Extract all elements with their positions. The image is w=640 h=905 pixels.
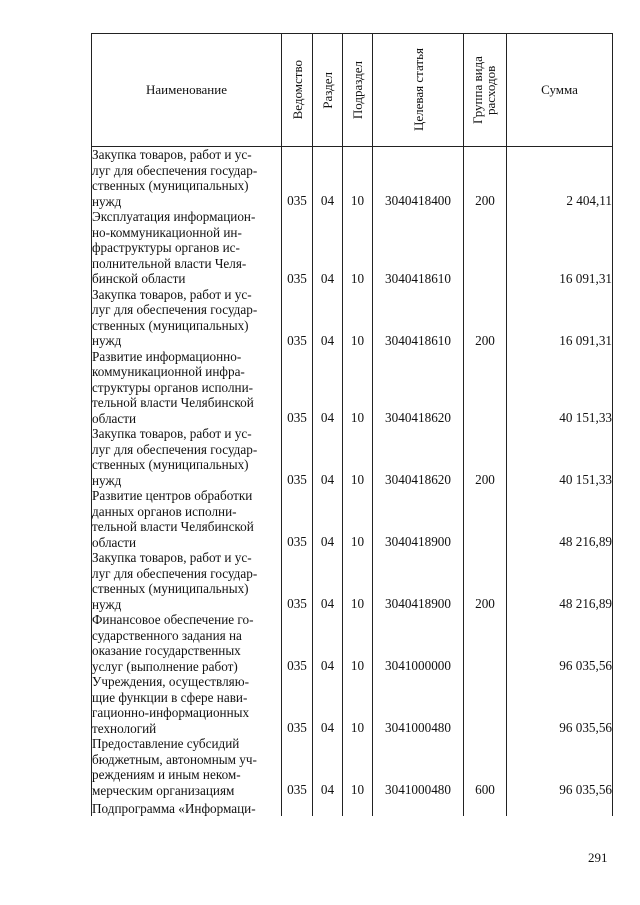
page-number: 291: [588, 850, 608, 865]
cell-section: 04: [313, 612, 343, 674]
cell-sum: 40 151,33: [507, 349, 613, 427]
cell-dept: 035: [282, 550, 313, 612]
cell-name: Предоставление субсидий бюджетным, автономным уч- реждениям и иным неком- мерческим организациям: [92, 736, 282, 798]
table-row: [92, 349, 613, 427]
cell-target: 3040418620: [373, 349, 464, 427]
cell-target: 3040418900: [373, 488, 464, 550]
cell-sum: 16 091,31: [507, 209, 613, 287]
table-row: [92, 674, 613, 736]
cell-sum: 16 091,31: [507, 287, 613, 349]
cell-sum: 48 216,89: [507, 488, 613, 550]
cell-group: [464, 349, 507, 427]
cell-dept: 035: [282, 612, 313, 674]
budget-table: [91, 33, 613, 816]
cell-section: 04: [313, 736, 343, 798]
cell-dept: 035: [282, 488, 313, 550]
cell-dept: 035: [282, 287, 313, 349]
header-target: Целевая статья: [373, 34, 464, 147]
cell-group: 200: [464, 287, 507, 349]
cell-name: Учреждения, осуществляю- щие функции в сфере нави- гационно-информационных технологий: [92, 674, 282, 736]
header-subsection: Подраздел: [343, 34, 373, 147]
cell-dept: 035: [282, 426, 313, 488]
cell-name: Развитие центров обработки данных органов исполни- тельной власти Челябинской области: [92, 488, 282, 550]
cell-subsection: 10: [343, 426, 373, 488]
cell-sum: [507, 798, 613, 816]
cell-sum: 48 216,89: [507, 550, 613, 612]
cell-name: Финансовое обеспечение го- сударственного задания на оказание государственных услуг (выполнение работ): [92, 612, 282, 674]
cell-dept: 035: [282, 147, 313, 210]
cell-target: [373, 798, 464, 816]
cell-dept: 035: [282, 674, 313, 736]
cell-name: Развитие информационно- коммуникационной инфра- структуры органов исполни- тельной власти Челябинской области: [92, 349, 282, 427]
cell-dept: 035: [282, 736, 313, 798]
cell-section: 04: [313, 674, 343, 736]
cell-target: 3040418400: [373, 147, 464, 210]
cell-sum: 40 151,33: [507, 426, 613, 488]
table-row: [92, 612, 613, 674]
cell-section: 04: [313, 147, 343, 210]
cell-name: Подпрограмма «Информаци-: [92, 798, 282, 816]
header-sum: Сумма: [507, 34, 613, 147]
cell-group: 200: [464, 147, 507, 210]
cell-subsection: 10: [343, 736, 373, 798]
cell-name: Закупка товаров, работ и ус- луг для обеспечения государ- ственных (муниципальных) нужд: [92, 426, 282, 488]
header-exp-group: Группа вида расходов: [464, 34, 507, 147]
cell-target: 3041000480: [373, 736, 464, 798]
cell-name: Закупка товаров, работ и ус- луг для обеспечения государ- ственных (муниципальных) нужд: [92, 287, 282, 349]
cell-subsection: 10: [343, 209, 373, 287]
cell-subsection: 10: [343, 349, 373, 427]
cell-group: [464, 612, 507, 674]
cell-group: [464, 488, 507, 550]
cell-group: 200: [464, 550, 507, 612]
cell-group: [464, 674, 507, 736]
cell-subsection: 10: [343, 147, 373, 210]
cell-dept: 035: [282, 209, 313, 287]
cell-section: 04: [313, 426, 343, 488]
cell-section: 04: [313, 349, 343, 427]
table-row: [92, 147, 613, 210]
header-dept: Ведомство: [282, 34, 313, 147]
cell-sum: 2 404,11: [507, 147, 613, 210]
cell-subsection: 10: [343, 488, 373, 550]
cell-group: 200: [464, 426, 507, 488]
table-row: [92, 550, 613, 612]
table-row: [92, 287, 613, 349]
cell-group: [464, 209, 507, 287]
table-header-row: [92, 34, 613, 147]
table-row: [92, 736, 613, 798]
cell-subsection: 10: [343, 550, 373, 612]
cell-sum: 96 035,56: [507, 674, 613, 736]
cell-section: 04: [313, 209, 343, 287]
cell-subsection: [343, 798, 373, 816]
cell-section: 04: [313, 287, 343, 349]
cell-target: 3040418620: [373, 426, 464, 488]
cell-group: 600: [464, 736, 507, 798]
table-row-partial: [92, 798, 613, 816]
cell-section: 04: [313, 488, 343, 550]
table-row: [92, 209, 613, 287]
cell-name: Эксплуатация информацион- но-коммуникационной ин- фраструктуры органов ис- полнительной власти Челя- бинской области: [92, 209, 282, 287]
cell-subsection: 10: [343, 287, 373, 349]
cell-name: Закупка товаров, работ и ус- луг для обеспечения государ- ственных (муниципальных) нужд: [92, 550, 282, 612]
cell-dept: [282, 798, 313, 816]
table-row: [92, 488, 613, 550]
cell-section: 04: [313, 550, 343, 612]
cell-target: 3040418900: [373, 550, 464, 612]
cell-target: 3040418610: [373, 287, 464, 349]
header-name: Наименование: [92, 34, 282, 147]
cell-group: [464, 798, 507, 816]
cell-sum: 96 035,56: [507, 612, 613, 674]
table-row: [92, 426, 613, 488]
cell-target: 3040418610: [373, 209, 464, 287]
cell-target: 3041000480: [373, 674, 464, 736]
header-section: Раздел: [313, 34, 343, 147]
cell-target: 3041000000: [373, 612, 464, 674]
cell-sum: 96 035,56: [507, 736, 613, 798]
cell-subsection: 10: [343, 612, 373, 674]
cell-section: [313, 798, 343, 816]
cell-dept: 035: [282, 349, 313, 427]
cell-subsection: 10: [343, 674, 373, 736]
cell-name: Закупка товаров, работ и ус- луг для обеспечения государ- ственных (муниципальных) нужд: [92, 147, 282, 210]
